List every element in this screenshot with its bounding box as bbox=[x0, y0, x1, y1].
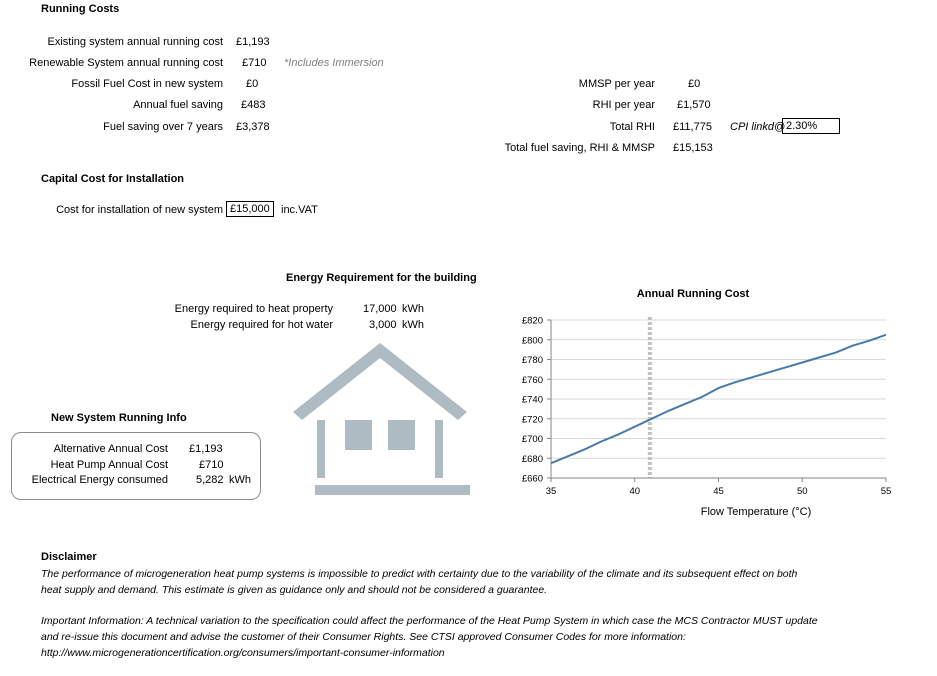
disclaimer-line-1: The performance of microgeneration heat pump systems is impossible to predict with certainty due to the variability of the climate and its subsequent effect on both bbox=[41, 568, 798, 580]
total-saving-label: Total fuel saving, RHI & MMSP bbox=[504, 142, 655, 154]
x-tick-label: 55 bbox=[880, 486, 892, 497]
cpi-input[interactable]: 2.30% bbox=[782, 118, 840, 134]
important-info-line-1: Important Information: A technical variation to the specification could affect the performance of the Heat Pump System in which case the MCS Contractor MUST update bbox=[41, 615, 818, 627]
heat-energy-unit: kWh bbox=[402, 303, 424, 315]
install-cost-label: Cost for installation of new system bbox=[56, 204, 223, 216]
hp-cost-value: £710 bbox=[199, 459, 224, 471]
water-energy-value: 3,000 bbox=[369, 319, 397, 331]
y-tick-label: £660 bbox=[521, 473, 543, 485]
new-system-heading: New System Running Info bbox=[51, 412, 187, 424]
existing-cost-value: £1,193 bbox=[236, 36, 270, 48]
rhi-label: RHI per year bbox=[592, 99, 655, 111]
mmsp-value: £0 bbox=[688, 78, 701, 90]
y-tick-label: £800 bbox=[521, 335, 543, 347]
y-tick-label: £760 bbox=[521, 374, 543, 386]
water-energy-label: Energy required for hot water bbox=[190, 319, 333, 331]
alt-cost-label: Alternative Annual Cost bbox=[53, 443, 168, 455]
mmsp-label: MMSP per year bbox=[578, 78, 655, 90]
total-saving-value: £15,153 bbox=[673, 142, 713, 154]
running-costs-heading: Running Costs bbox=[41, 3, 120, 15]
renewable-cost-value: £710 bbox=[242, 57, 267, 69]
chart-title: Annual Running Cost bbox=[636, 288, 750, 300]
y-tick-label: £820 bbox=[521, 315, 543, 327]
cpi-label: CPI linkd@ bbox=[730, 121, 786, 133]
existing-cost-label: Existing system annual running cost bbox=[47, 36, 223, 48]
y-tick-label: £700 bbox=[521, 434, 543, 445]
total-rhi-value: £11,775 bbox=[673, 121, 712, 133]
hp-cost-label: Heat Pump Annual Cost bbox=[50, 459, 168, 471]
energy-heading: Energy Requirement for the building bbox=[286, 272, 477, 284]
fossil-fuel-label: Fossil Fuel Cost in new system bbox=[71, 78, 223, 90]
annual-saving-label: Annual fuel saving bbox=[133, 99, 223, 111]
seven-year-saving-label: Fuel saving over 7 years bbox=[103, 121, 223, 133]
x-tick-label: 40 bbox=[629, 486, 641, 497]
total-rhi-label: Total RHI bbox=[609, 121, 655, 133]
rhi-value: £1,570 bbox=[677, 99, 711, 111]
water-energy-unit: kWh bbox=[402, 319, 424, 331]
x-tick-label: 35 bbox=[545, 486, 557, 497]
alt-cost-value: £1,193 bbox=[189, 443, 223, 455]
electrical-label: Electrical Energy consumed bbox=[31, 474, 168, 486]
fossil-fuel-value: £0 bbox=[246, 78, 259, 90]
renewable-cost-label: Renewable System annual running cost bbox=[29, 57, 223, 69]
disclaimer-line-2: heat supply and demand. This estimate is given as guidance only and should not be considered a guarantee. bbox=[41, 584, 548, 596]
vat-suffix: inc.VAT bbox=[281, 204, 318, 216]
important-info-line-2: and re-issue this document and advise the customer of their Consumer Rights. See CTSI approved Consumer Codes for more information: bbox=[41, 631, 686, 643]
y-tick-label: £740 bbox=[521, 394, 543, 406]
immersion-note: *Includes Immersion bbox=[284, 57, 384, 69]
heat-energy-label: Energy required to heat property bbox=[174, 303, 333, 315]
annual-saving-value: £483 bbox=[241, 99, 266, 111]
x-tick-label: 45 bbox=[713, 486, 724, 497]
house-icon bbox=[290, 340, 470, 500]
capital-heading: Capital Cost for Installation bbox=[41, 173, 185, 185]
disclaimer-heading: Disclaimer bbox=[41, 551, 97, 563]
chart-xlabel: Flow Temperature (°C) bbox=[700, 506, 812, 518]
x-tick-label: 50 bbox=[796, 486, 808, 497]
info-url-link[interactable]: http://www.microgenerationcertification.org/consumers/important-consumer-information bbox=[41, 647, 445, 659]
annual-running-cost-chart bbox=[500, 280, 920, 525]
y-tick-label: £720 bbox=[521, 414, 543, 426]
electrical-value: 5,282 bbox=[196, 474, 224, 486]
install-cost-input[interactable]: £15,000 bbox=[226, 201, 274, 217]
electrical-unit: kWh bbox=[229, 474, 251, 486]
seven-year-saving-value: £3,378 bbox=[236, 121, 270, 133]
y-tick-label: £780 bbox=[521, 355, 543, 366]
y-tick-label: £680 bbox=[521, 453, 543, 465]
heat-energy-value: 17,000 bbox=[363, 303, 397, 315]
